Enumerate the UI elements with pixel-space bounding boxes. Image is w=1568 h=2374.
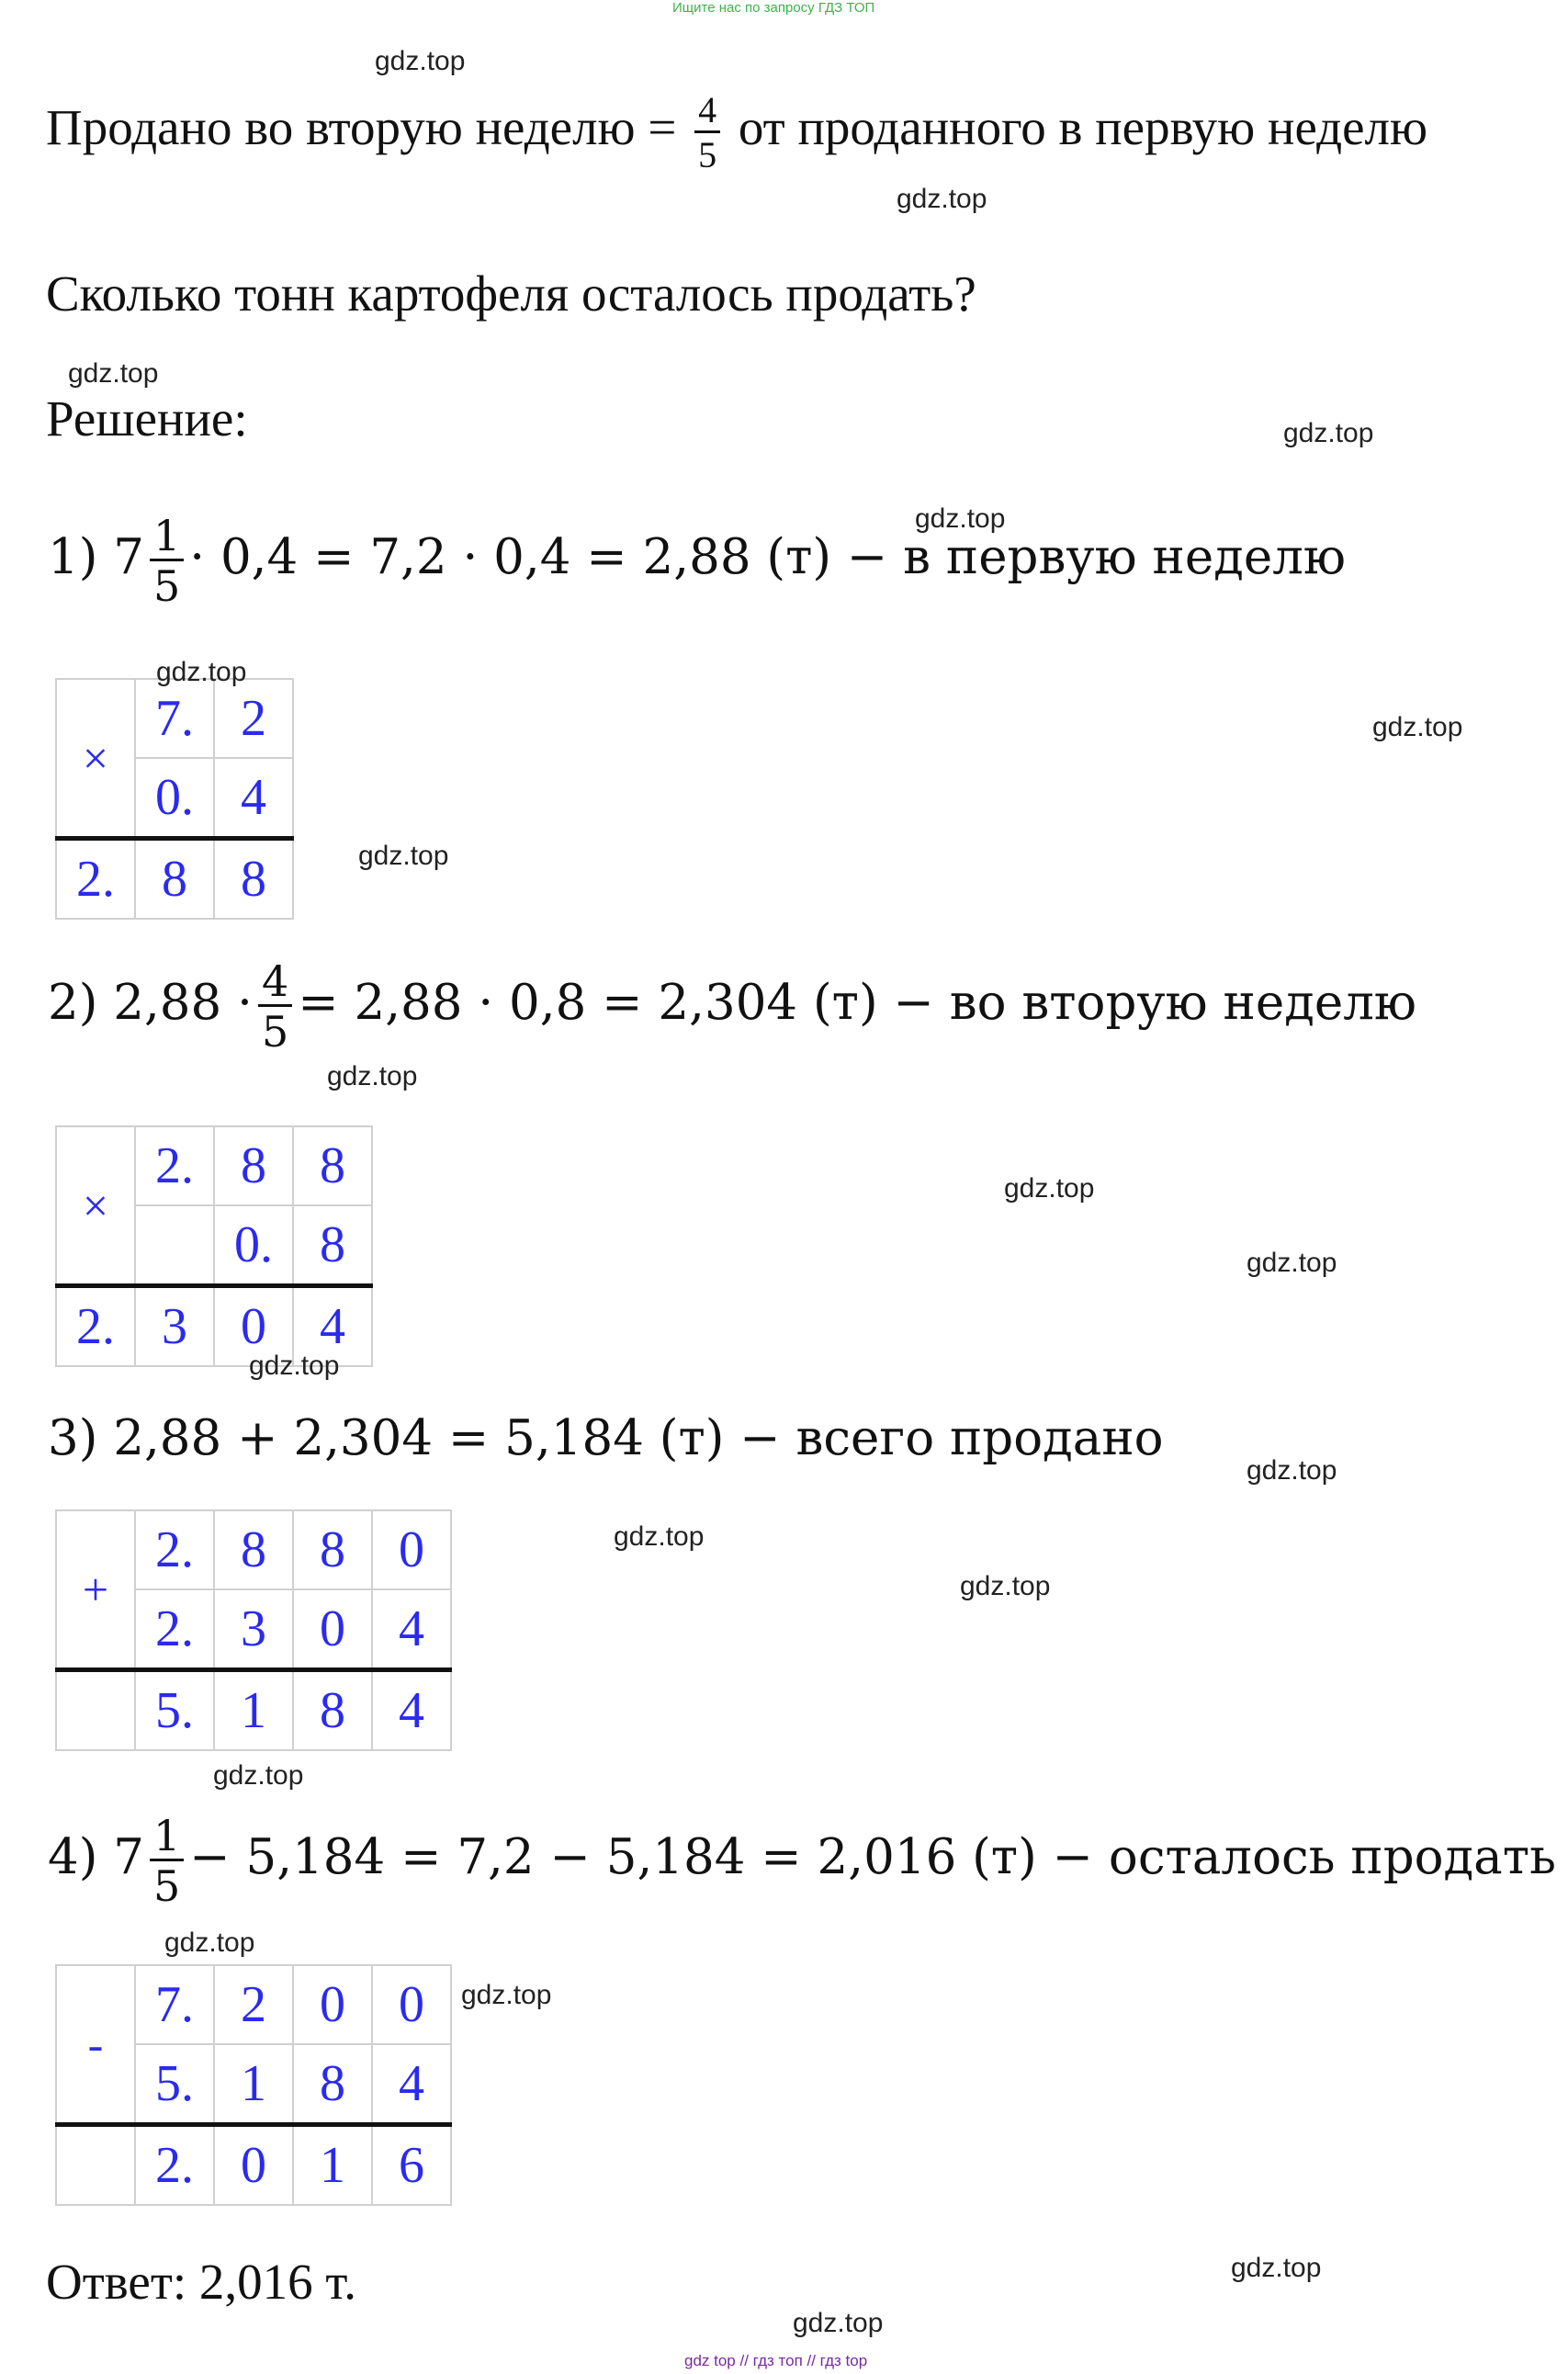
statement-part2: от проданного в первую неделю <box>738 99 1428 156</box>
digit-cell: 2. <box>56 839 135 920</box>
digit-cell: 8 <box>293 1126 372 1205</box>
digit-cell: 3 <box>214 1589 293 1670</box>
answer: Ответ: 2,016 т. <box>46 2254 357 2310</box>
calc-table-2 <box>55 1125 373 1367</box>
statement-fraction <box>694 89 720 175</box>
digit-cell: 2. <box>135 1126 214 1205</box>
digit-cell: 4 <box>372 1670 451 1751</box>
fraction-denominator: 5 <box>258 1004 292 1053</box>
calc-table-3 <box>55 1509 452 1751</box>
step-4 <box>48 1811 1556 1911</box>
digit-cell: 2 <box>214 1965 293 2044</box>
operator-multiply: × <box>56 1126 135 1286</box>
digit-cell: 1 <box>214 2044 293 2125</box>
watermark: gdz.top <box>249 1351 340 1381</box>
watermark: gdz.top <box>1231 2253 1322 2283</box>
digit-cell: 0 <box>293 1965 372 2044</box>
step-2 <box>48 956 1417 1057</box>
digit-cell: 8 <box>293 1510 372 1589</box>
step-4-fraction <box>150 1811 184 1911</box>
fraction-numerator: 4 <box>261 956 289 1006</box>
digit-cell: 4 <box>293 1286 372 1367</box>
watermark: gdz.top <box>1004 1173 1095 1204</box>
step-1-prefix: 1) 7 <box>48 529 144 585</box>
watermark: gdz.top <box>1247 1248 1337 1278</box>
step-4-rest: − 5,184 = 7,2 − 5,184 = 2,016 (т) − осталось продать <box>189 1829 1556 1885</box>
digit-cell: 5. <box>135 1670 214 1751</box>
digit-cell: 4 <box>372 1589 451 1670</box>
digit-cell: 2. <box>135 2125 214 2206</box>
step-3: 3) 2,88 + 2,304 = 5,184 (т) − всего продано <box>48 1410 1164 1466</box>
digit-cell: 0 <box>293 1589 372 1670</box>
step-2-rest: = 2,88 · 0,8 = 2,304 (т) − во вторую неделю <box>298 975 1417 1031</box>
digit-cell: 8 <box>214 839 293 920</box>
watermark: gdz.top <box>358 841 449 871</box>
digit-cell: 8 <box>293 1670 372 1751</box>
digit-cell: 8 <box>214 1126 293 1205</box>
watermark: gdz.top <box>960 1571 1051 1601</box>
watermark: gdz.top <box>897 184 987 214</box>
calc-table-1 <box>55 678 294 920</box>
digit-cell: 0. <box>135 758 214 839</box>
step-2-prefix: 2) 2,88 · <box>48 975 253 1031</box>
fraction-denominator: 5 <box>150 1859 184 1907</box>
watermark: gdz.top <box>614 1521 705 1552</box>
digit-cell: 2 <box>214 679 293 758</box>
watermark: gdz.top <box>156 657 247 687</box>
digit-cell: 2. <box>135 1510 214 1589</box>
watermark: gdz.top <box>1247 1455 1337 1486</box>
digit-cell: 0 <box>372 1510 451 1589</box>
digit-cell: 7. <box>135 1965 214 2044</box>
solution-label: Решение: <box>46 390 248 447</box>
digit-cell: 7. <box>135 679 214 758</box>
digit-cell: 4 <box>214 758 293 839</box>
watermark: gdz.top <box>1283 418 1374 448</box>
fraction-denominator: 5 <box>694 130 720 174</box>
digit-cell: 4 <box>372 2044 451 2125</box>
empty-cell <box>56 2125 135 2206</box>
watermark: gdz.top <box>793 2308 884 2338</box>
step-1 <box>48 511 1346 611</box>
calc-table-4 <box>55 1964 452 2206</box>
watermark: gdz.top <box>1372 712 1463 742</box>
top-banner[interactable]: Ищите нас по запросу ГДЗ ТОП <box>672 0 875 16</box>
step-1-rest: · 0,4 = 7,2 · 0,4 = 2,88 (т) − в первую неделю <box>189 529 1346 585</box>
digit-cell <box>135 1205 214 1286</box>
digit-cell: 2. <box>56 1286 135 1367</box>
digit-cell: 8 <box>214 1510 293 1589</box>
digit-cell: 8 <box>135 839 214 920</box>
watermark: gdz.top <box>213 1760 304 1791</box>
fraction-numerator: 1 <box>152 1811 181 1860</box>
digit-cell: 0. <box>214 1205 293 1286</box>
fraction-numerator: 1 <box>152 511 181 560</box>
fraction-denominator: 5 <box>150 559 184 607</box>
watermark: gdz.top <box>164 1927 255 1958</box>
question: Сколько тонн картофеля осталось продать? <box>46 266 976 322</box>
digit-cell: 2. <box>135 1589 214 1670</box>
digit-cell: 3 <box>135 1286 214 1367</box>
digit-cell: 1 <box>293 2125 372 2206</box>
watermark: gdz.top <box>375 46 466 76</box>
operator-plus: + <box>56 1510 135 1670</box>
statement-part1: Продано во вторую неделю = <box>46 99 677 156</box>
operator-multiply: × <box>56 679 135 839</box>
operator-minus: - <box>56 1965 135 2125</box>
footer-links[interactable]: gdz top // гдз топ // гдз top <box>684 2352 868 2369</box>
digit-cell: 1 <box>214 1670 293 1751</box>
watermark: gdz.top <box>327 1061 418 1091</box>
digit-cell: 8 <box>293 2044 372 2125</box>
digit-cell: 6 <box>372 2125 451 2206</box>
fraction-numerator: 4 <box>698 89 717 130</box>
digit-cell: 8 <box>293 1205 372 1286</box>
step-4-prefix: 4) 7 <box>48 1829 144 1885</box>
digit-cell: 0 <box>214 1286 293 1367</box>
digit-cell: 0 <box>214 2125 293 2206</box>
empty-cell <box>56 1670 135 1751</box>
step-2-fraction <box>258 956 292 1057</box>
step-1-fraction <box>150 511 184 611</box>
watermark: gdz.top <box>461 1980 552 2010</box>
statement-line <box>46 89 1428 175</box>
digit-cell: 0 <box>372 1965 451 2044</box>
watermark: gdz.top <box>915 503 1006 534</box>
digit-cell: 5. <box>135 2044 214 2125</box>
watermark: gdz.top <box>68 358 159 389</box>
